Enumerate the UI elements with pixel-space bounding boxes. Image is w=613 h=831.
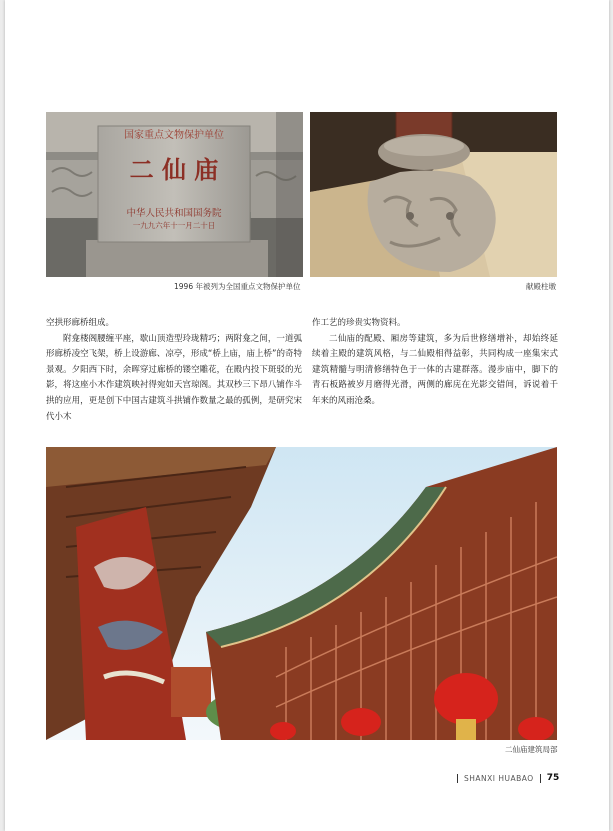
body-paragraph: 空拱形廊桥组成。 xyxy=(46,318,115,328)
stele-photo xyxy=(46,112,303,277)
body-column-left xyxy=(46,316,302,425)
body-paragraph: 作工艺的珍贵实物资料。 xyxy=(312,318,406,328)
magazine-name: SHANXI HUABAO xyxy=(464,773,534,783)
footer-divider xyxy=(457,774,458,783)
footer-divider xyxy=(540,774,541,783)
stele-top-text: 国家重点文物保护单位 xyxy=(124,130,224,141)
body-paragraph: 附龛楼阁腰缠平座，歇山顶造型玲珑精巧；两附龛之间，一道弧形廊桥凌空飞架，桥上设游廊、凉亭，形成“桥上庙，庙上桥”的奇特景观。夕阳西下时，余晖穿过廊桥的镂空雕花，在殿内投下斑驳的光影，将这座小木作建筑映衬得宛如天宫琼阁。其双杪三下昂八铺作斗拱的应用，更是创下中国古建筑斗拱铺作数量之最的孤例，是研究宋代小木 xyxy=(46,333,302,422)
caption-temple-detail: 二仙庙建筑局部 xyxy=(505,745,558,754)
body-column-right xyxy=(312,316,558,410)
temple-detail-photo xyxy=(46,447,557,740)
caption-column-base: 献殿柱墩 xyxy=(526,282,556,291)
caption-stele: 1996 年被列为全国重点文物保护单位 xyxy=(174,282,301,291)
page-footer xyxy=(457,772,559,784)
page-number: 75 xyxy=(546,773,560,783)
stele-date-text: 一九九六年十一月二十日 xyxy=(132,221,216,230)
column-base-photo xyxy=(310,112,557,277)
stele-issuer-text: 中华人民共和国国务院 xyxy=(126,208,222,219)
magazine-page xyxy=(5,0,609,831)
body-paragraph: 二仙庙的配殿、厢房等建筑，多为后世修缮增补，却始终延续着主殿的建筑风格，与二仙殿相得益彰，共同构成一座集宋式建筑精髓与明清修缮特色于一体的古建群落。漫步庙中，脚下的青石板路被岁月磨得光滑，两侧的廊庑在光影交错间，诉说着千年来的风雨沧桑。 xyxy=(312,333,558,406)
stele-title-text: 二 仙 庙 xyxy=(129,155,219,184)
